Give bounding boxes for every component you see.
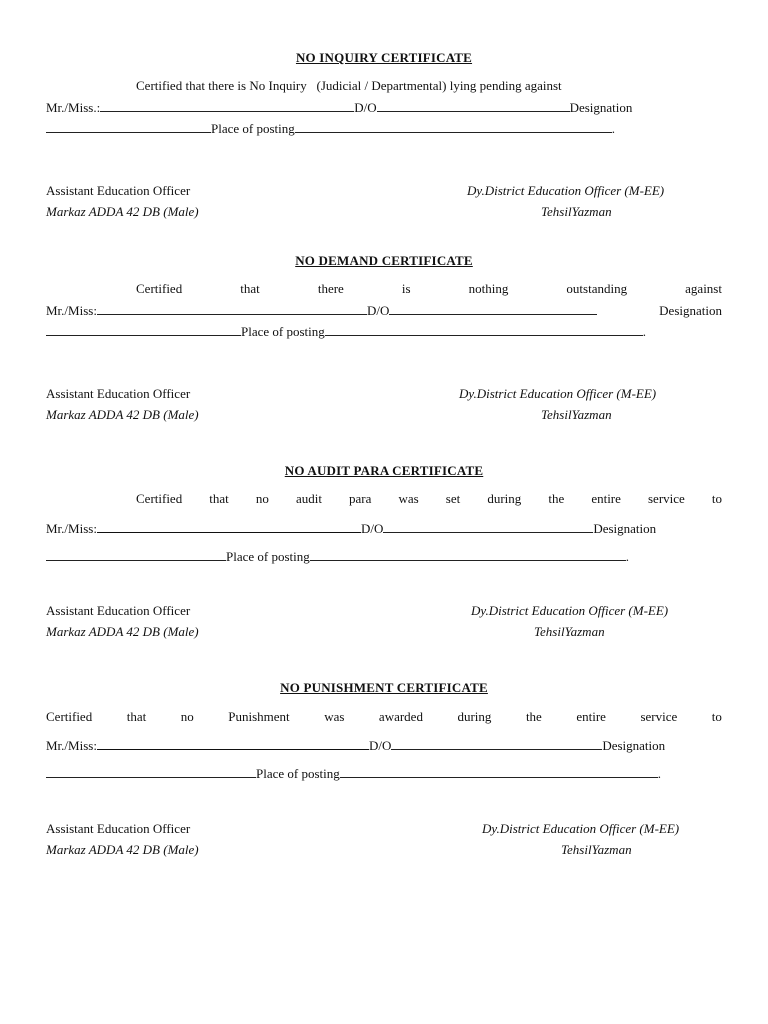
end-dot: .	[657, 766, 662, 781]
father-name-blank	[389, 302, 597, 315]
do-label: D/O	[366, 303, 390, 318]
end-dot: .	[642, 324, 647, 339]
posting-blank	[310, 548, 626, 561]
end-dot: .	[625, 549, 630, 564]
audit-para-certificate-title: NO AUDIT PARA CERTIFICATE	[284, 463, 484, 478]
demand-posting-line	[46, 323, 646, 340]
inquiry-statement: Certified that there is No Inquiry (Judicial / Departmental) lying pending against	[136, 78, 562, 93]
mr-miss-label: Mr./Miss:	[46, 303, 97, 318]
statement-word: Certified	[136, 491, 183, 506]
statement-word: service	[647, 491, 685, 506]
father-name-blank	[377, 99, 570, 112]
right-signatory-office: TehsilYazman	[534, 624, 605, 639]
right-signatory-title: Dy.District Education Officer (M-EE)	[467, 183, 665, 198]
statement-word: nothing	[468, 281, 509, 296]
statement-word: is	[401, 281, 411, 296]
right-signatory-office: TehsilYazman	[561, 842, 632, 857]
left-signatory-office: Markaz ADDA 42 DB (Male)	[46, 624, 199, 639]
father-name-blank	[383, 520, 593, 533]
left-signatory-office: Markaz ADDA 42 DB (Male)	[46, 407, 199, 422]
statement-word: entire	[591, 491, 621, 506]
left-signatory-title: Assistant Education Officer	[46, 183, 191, 198]
designation-blank	[46, 323, 241, 336]
statement-word: to	[711, 709, 722, 724]
designation-blank	[46, 548, 226, 561]
posting-blank	[340, 765, 658, 778]
name-blank	[97, 520, 361, 533]
do-label: D/O	[354, 100, 377, 115]
right-signatory-office: TehsilYazman	[541, 204, 612, 219]
punishment-posting-line	[46, 765, 661, 782]
right-signatory-title: Dy.District Education Officer (M-EE)	[482, 821, 680, 836]
name-blank	[100, 99, 354, 112]
name-blank	[97, 302, 367, 315]
left-signatory-office: Markaz ADDA 42 DB (Male)	[46, 842, 199, 857]
designation-blank	[46, 120, 211, 133]
statement-word: was	[324, 709, 345, 724]
audit-statement	[136, 491, 722, 507]
right-signatory-title: Dy.District Education Officer (M-EE)	[459, 386, 657, 401]
designation-blank	[46, 765, 256, 778]
audit-posting-line	[46, 548, 629, 565]
place-of-posting-label: Place of posting	[241, 324, 325, 339]
statement-word: no	[180, 709, 194, 724]
right-signatory-office: TehsilYazman	[541, 407, 612, 422]
left-signatory-title: Assistant Education Officer	[46, 821, 191, 836]
audit-name-line	[46, 520, 656, 537]
statement-word: Punishment	[228, 709, 290, 724]
designation-label: Designation	[659, 303, 722, 318]
posting-blank	[295, 120, 612, 133]
statement-word: that	[126, 709, 147, 724]
statement-word: the	[548, 491, 565, 506]
left-signatory-title: Assistant Education Officer	[46, 603, 191, 618]
statement-word: awarded	[378, 709, 423, 724]
statement-word: Certified	[46, 709, 93, 724]
punishment-statement	[46, 709, 722, 725]
right-signatory-title: Dy.District Education Officer (M-EE)	[471, 603, 669, 618]
inquiry-name-line	[46, 99, 632, 116]
left-signatory-office: Markaz ADDA 42 DB (Male)	[46, 204, 199, 219]
demand-name-line	[46, 302, 722, 319]
punishment-name-line	[46, 737, 665, 754]
inquiry-posting-line	[46, 120, 615, 137]
inquiry-certificate-title: NO INQUIRY CERTIFICATE	[295, 50, 473, 65]
posting-blank	[325, 323, 643, 336]
statement-word: the	[525, 709, 542, 724]
statement-word: no	[255, 491, 269, 506]
statement-word: that	[240, 281, 260, 296]
statement-word: outstanding	[566, 281, 628, 296]
statement-word: during	[487, 491, 522, 506]
place-of-posting-label: Place of posting	[256, 766, 340, 781]
statement-word: was	[398, 491, 419, 506]
left-signatory-title: Assistant Education Officer	[46, 386, 191, 401]
statement-word: para	[349, 491, 372, 506]
designation-label: Designation	[602, 738, 666, 753]
statement-word: to	[711, 491, 722, 506]
do-label: D/O	[360, 521, 384, 536]
mr-miss-label: Mr./Miss:	[46, 521, 97, 536]
statement-word: Certified	[136, 281, 183, 296]
name-blank	[97, 737, 369, 750]
designation-label: Designation	[569, 100, 633, 115]
statement-word: set	[445, 491, 461, 506]
demand-certificate-title: NO DEMAND CERTIFICATE	[295, 253, 473, 268]
statement-word: service	[640, 709, 678, 724]
statement-word: during	[457, 709, 492, 724]
punishment-certificate-title: NO PUNISHMENT CERTIFICATE	[280, 680, 488, 695]
mr-miss-label: Mr./Miss:	[46, 738, 97, 753]
end-dot: .	[611, 121, 616, 136]
statement-word: entire	[576, 709, 606, 724]
statement-word: audit	[295, 491, 322, 506]
place-of-posting-label: Place of posting	[226, 549, 310, 564]
father-name-blank	[391, 737, 602, 750]
do-label: D/O	[368, 738, 392, 753]
designation-label: Designation	[593, 521, 657, 536]
statement-word: that	[209, 491, 229, 506]
statement-word: against	[685, 281, 722, 296]
mr-miss-label: Mr./Miss.:	[46, 100, 101, 115]
place-of-posting-label: Place of posting	[211, 121, 295, 136]
demand-statement	[136, 281, 722, 297]
statement-word: there	[317, 281, 344, 296]
